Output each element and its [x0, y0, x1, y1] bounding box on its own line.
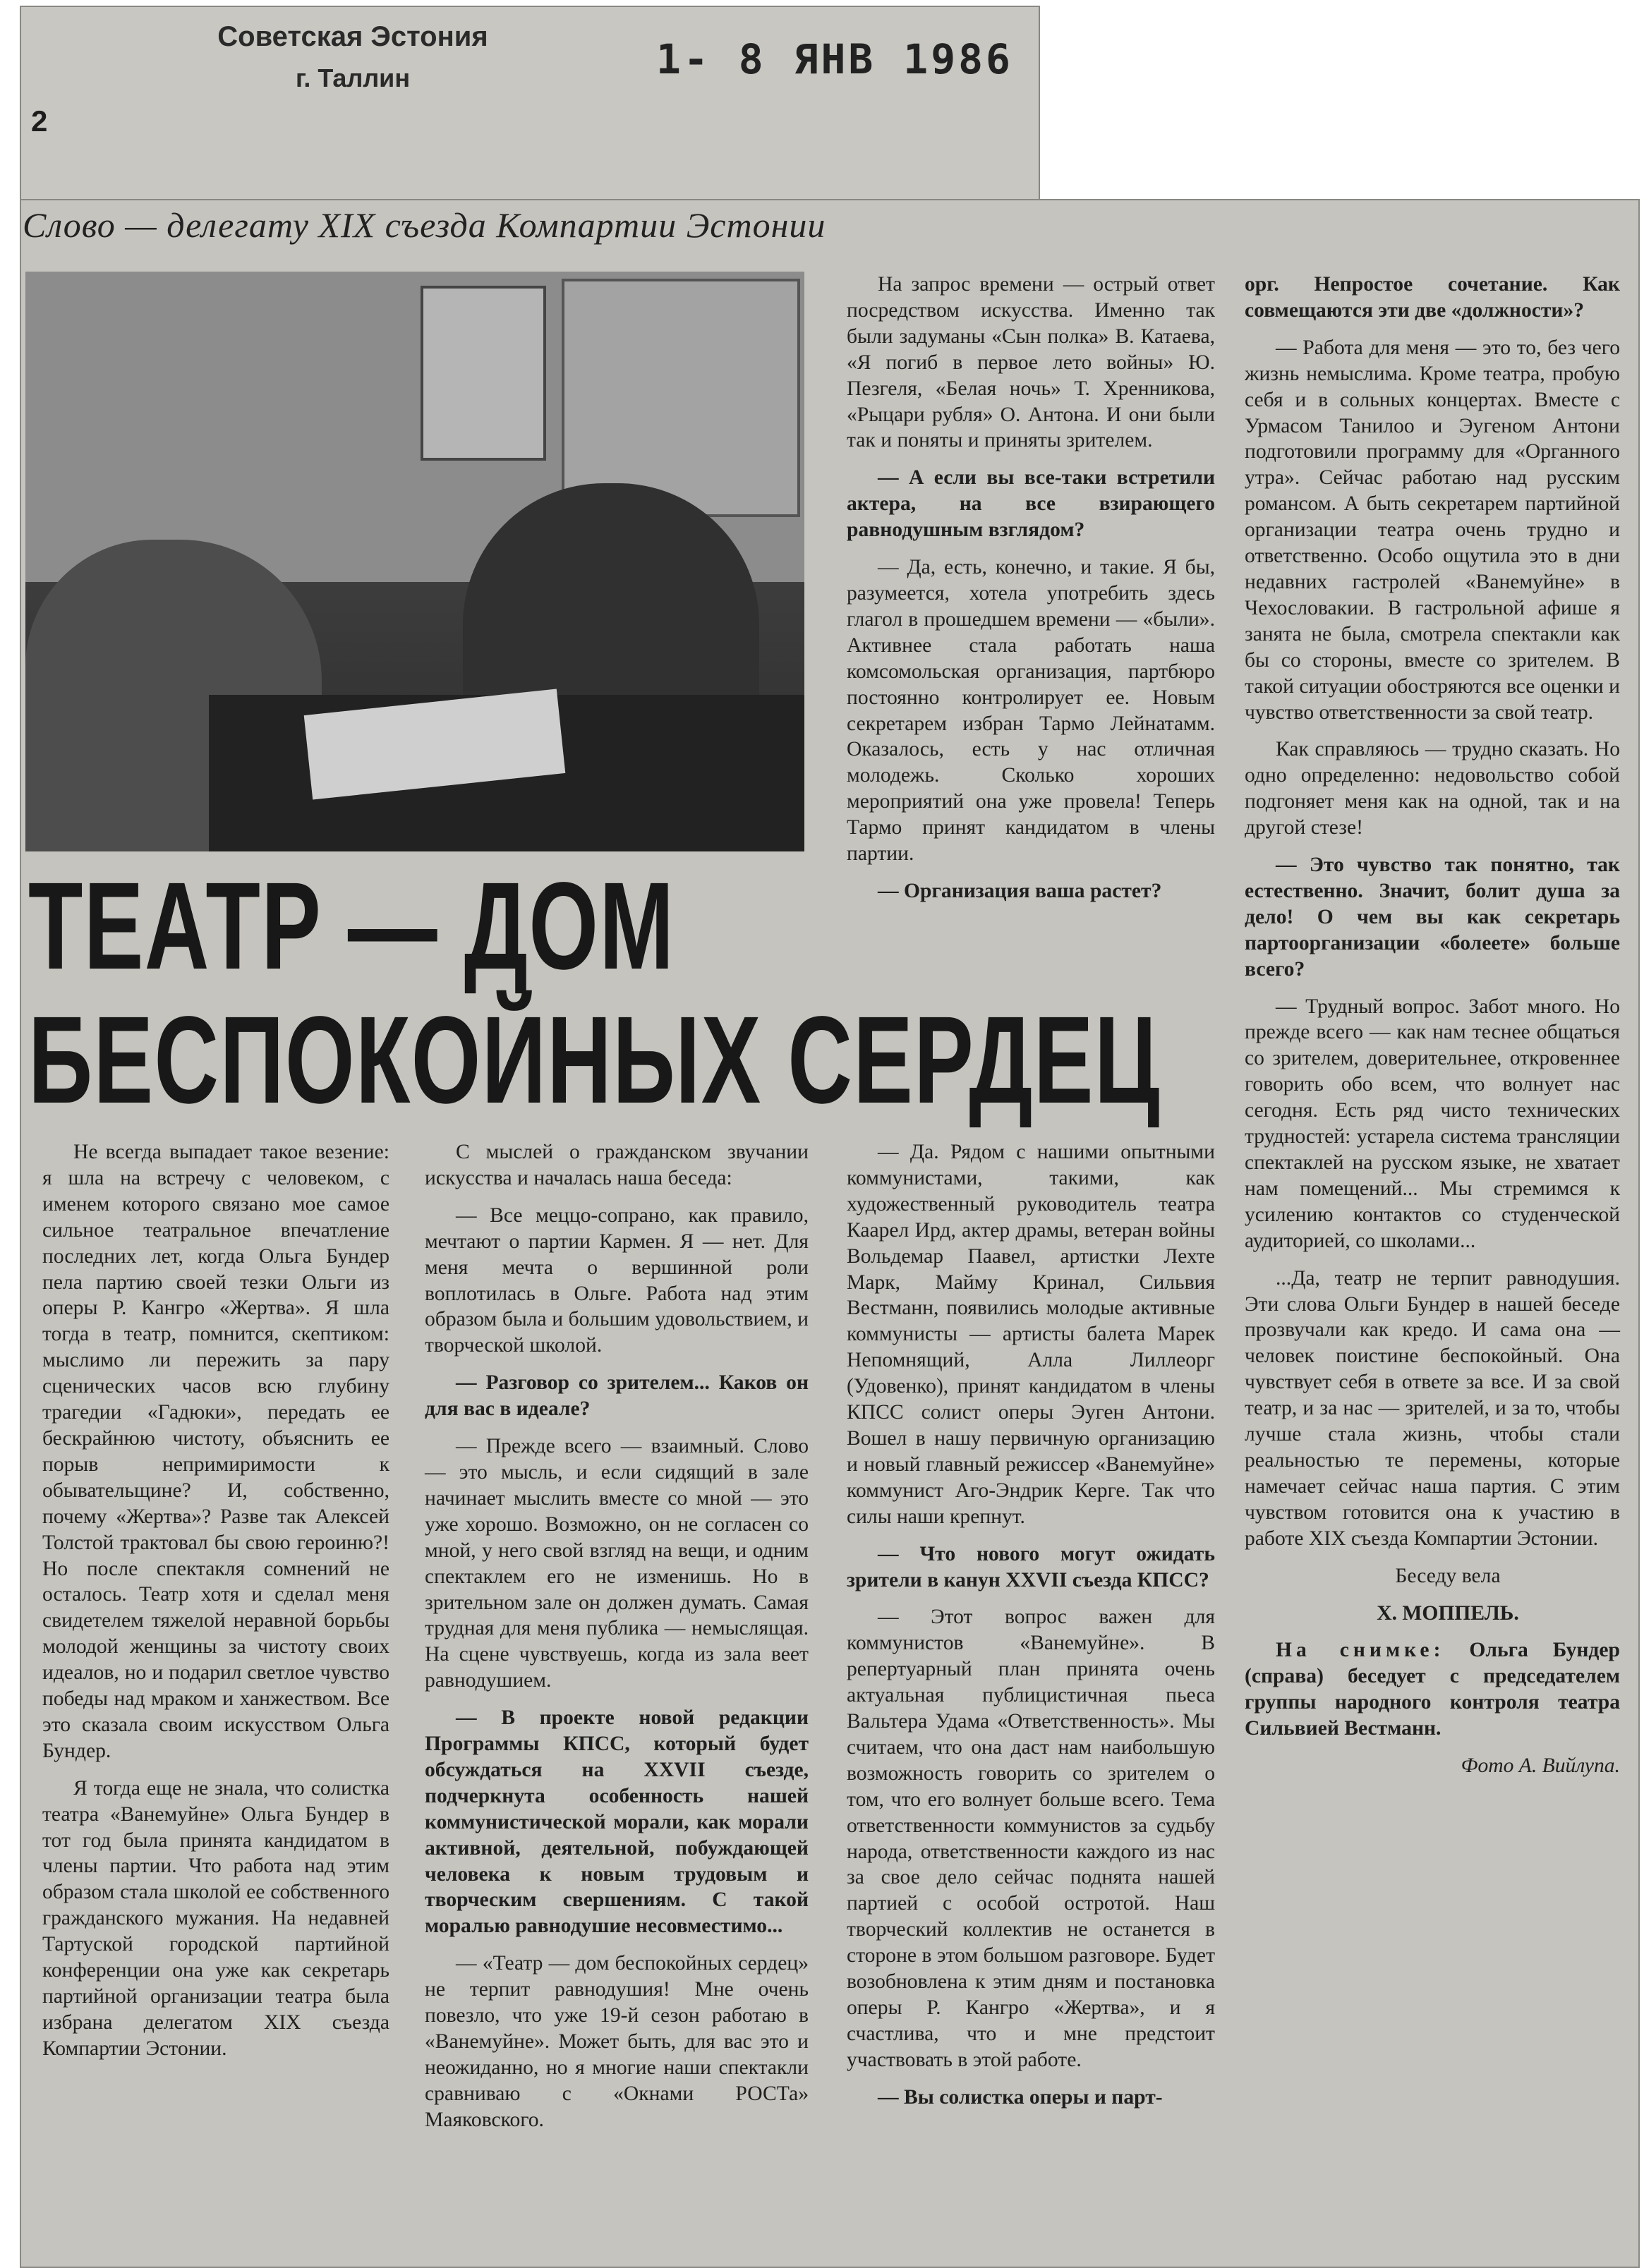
article-photo — [25, 272, 804, 851]
byline-author: Х. МОППЕЛЬ. — [1377, 1601, 1519, 1625]
photo-caption — [1245, 1637, 1620, 1742]
column-1 — [42, 1139, 389, 2073]
paragraph: Не всегда выпадает такое везение: я шла на встречу с человеком, с именем которого связано мое самое сильное театральное впечатление последних лет, когда Ольга Бундер пела партию своей тезки Ольги из оперы Р. Кангро «Жертва». Я шла тогда в театр, помнится, скептиком: мыслимо ли пережить за пару сценических часов всю глубину трагедии «Гадюки», передать ее бескрайнюю чистоту, объяснить ее порыв непримиримости к обывательщине? И, собственно, почему «Жертва»? Разве так Алексей Толстой трактовал бы свою героиню?! Но после спектакля сомнений не осталось. Театр хотя и сделал меня свидетелем тяжелой неравной борьбы молодой женщины за чистоту своих идеалов, но и подарил светлое чувство победы над мраком и ханжеством. Все это сказала своим искусством Ольга Бундер. — [42, 1141, 389, 1762]
paragraph: — Трудный вопрос. Забот много. Но прежде всего — как нам теснее общаться со зрителем, доверительнее, откровеннее говорить обо всем, что волнует нас сегодня. Есть ряд чисто технических трудностей: устарела система трансляции спектаклей на русском языке, не хватает нам помещений... Мы стремимся к усилению контактов со студенческой аудиторией, со школами... — [1245, 995, 1620, 1252]
interview-question: — Это чувство так понятно, так естественно. Значит, болит душа за дело! О чем вы как секретарь партоорганизации «болеете» больше всего? — [1245, 854, 1620, 981]
paragraph: — «Театр — дом беспокойных сердец» не терпит равнодушия! Мне очень повезло, что уже 19-й сезон работаю в «Ванемуйне». Может быть, для вас это и неожиданно, но я многие наши спектакли сравниваю с «Окнами РОСТа» Маяковского. — [425, 1952, 809, 2131]
photo-wall-portrait — [421, 286, 546, 461]
paragraph: С мыслей о гражданском звучании искусства и началась наша беседа: — [425, 1141, 809, 1189]
paragraph: Я тогда еще не знала, что солистка театра «Ванемуйне» Ольга Бундер в тот год была принята кандидатом в члены партии. Что работа над этим образом стала школой ее собственного гражданского мужания. На недавней Тартуской городской партийной конференции она уже как секретарь партийной организации театра была избрана делегатом XIX съезда Компартии Эстонии. — [42, 1776, 389, 2060]
column-4 — [1245, 272, 1620, 1790]
date-stamp: 1- 8 ЯНВ 1986 — [656, 35, 1013, 83]
paragraph: — Прежде всего — взаимный. Слово — это мысль, и если сидящий в зале начинает мыслить вместе со мной — это уже хорошо. Возможно, он не согласен со мной, у него свой взгляд на вещи, и одним спектаклем его не изменишь. Но в зрительном зале он должен думать. Самая трудная для меня публика — немыслящая. На сцене чувствуешь, когда из зала веет равнодушием. — [425, 1435, 809, 1692]
column-3-bottom — [847, 1139, 1215, 2122]
interview-question: — Вы солистка оперы и парт- — [878, 2085, 1163, 2109]
headline-line-1: ТЕАТР — ДОМ — [28, 857, 675, 995]
column-2 — [425, 1139, 809, 2145]
photo-wall-map — [562, 279, 800, 517]
byline-lead: Беседу вела — [1395, 1564, 1501, 1587]
photo-caption-text: Ольга Бундер (справа) беседует с председателем группы народного контроля театра Сильвией Вестманн. — [1245, 1639, 1620, 1740]
newspaper-city: г. Таллин — [295, 63, 411, 92]
interview-question: орг. Непростое сочетание. Как совмещаются эти две «должности»? — [1245, 273, 1620, 322]
photo-credit: Фото А. Вийлупа. — [1461, 1754, 1620, 1778]
newspaper-name: Советская Эстония — [217, 21, 488, 52]
paragraph: — Этот вопрос важен для коммунистов «Ванемуйне». В репертуарный план принята очень актуальная публицистичная пьеса Вальтера Удама «Ответственность». Мы считаем, что она даст нам наибольшую возможность говорить со зрителем о том, что его волнует больше всего. Тема ответственности коммунистов за судьбу народа, ответственности каждого из нас за свое дело сейчас поднята нашей партией с особой остротой. Наш творческий коллектив не останется в стороне в этом большом разговоре. Будет возобновлена к этим дням и постановка оперы Р. Кангро «Жертва», и я счастлива, что и мне предстоит участвовать в этой работе. — [847, 1606, 1215, 2071]
rubric: Слово — делегату XIX съезда Компартии Эстонии — [23, 205, 826, 245]
paragraph: Как справляюсь — трудно сказать. Но одно определенно: недовольство собой подгоняет меня как на одной, так и на другой стезе! — [1245, 738, 1620, 839]
photo-caption-label: На снимке: — [1276, 1639, 1445, 1662]
interview-question: — А если вы все-таки встретили актера, на все взирающего равнодушным взглядом? — [847, 466, 1215, 542]
paragraph: — Да, есть, конечно, и такие. Я бы, разумеется, хотела употребить здесь глагол в прошедшем времени — «были». Активнее стала работать наша комсомольская организация, партбюро постоянно контролирует ее. Новым секретарем избран Тармо Лейнатамм. Оказалось, есть у нас отличная молодежь. Сколько хороших мероприятий она уже провела! Теперь Тармо принят кандидатом в члены партии. — [847, 556, 1215, 866]
paragraph: — Работа для меня — это то, без чего жизнь немыслима. Кроме театра, пробую себя и в сольных концертах. Вместе с Урмасом Танилоо и Эугеном Антони подготовили программу для «Органного утра». Сейчас работаю над русским романсом. А быть секретарем партийной организации театра очень трудно и ответственно. Особо ощутила это в дни недавних гастролей «Ванемуйне» в Чехословакии. В гастрольной афише я занята не была, смотрела спектакли как бы со стороны, вместе со зрителем. В такой ситуации обостряются все оценки и чувство ответственности за свой театр. — [1245, 336, 1620, 724]
page-number: 2 — [31, 104, 48, 138]
paragraph: — Да. Рядом с нашими опытными коммунистами, такими, как художественный руководитель театра Каарел Ирд, актер драмы, ветеран войны Вольдемар Паавел, артистки Лехте Марк, Майму Кринал, Сильвия Вестманн, появились молодые активные коммунисты — артисты балета Марек Непомнящий, Алла Лиллеорг (Удовенко), принят кандидатом в члены КПСС солист оперы Эуген Антони. Вошел в нашу первичную организацию и новый главный режиссер «Ванемуйне» коммунист Аго-Эндрик Керге. Так что силы наши крепнут. — [847, 1141, 1215, 1528]
paragraph: На запрос времени — острый ответ посредством искусства. Именно так были задуманы «Сын полка» В. Катаева, «Я погиб в первое лето войны» Ю. Пезгеля, «Белая ночь» Т. Хренникова, «Рыцари рубля» О. Антона. И они были так и поняты и приняты зрителем. — [847, 273, 1215, 452]
paragraph: ...Да, театр не терпит равнодушия. Эти слова Ольги Бундер в нашей беседе прозвучали как кредо. И сама она — человек поистине беспокойный. Она чувствует себя в ответе за все. И за свой театр, и за нас — зрителей, и за то, чтобы лучше стала жизнь, чтобы стали реальностью те перемены, которые намечает сейчас наша партия. С этим чувством готовится она к участию в работе XIX съезда Компартии Эстонии. — [1245, 1266, 1620, 1550]
interview-question: — Что нового могут ожидать зрители в канун XXVII съезда КПСС? — [847, 1542, 1215, 1591]
column-3-top — [847, 272, 1215, 916]
paragraph: — Все меццо-сопрано, как правило, мечтают о партии Кармен. Я — нет. Для меня мечта о вершинной роли воплотилась в Ольге. Работа над этим образом была и большим удовольствием, и творческой школой. — [425, 1203, 809, 1357]
headline-line-2: БЕСПОКОЙНЫХ СЕРДЕЦ — [28, 991, 1161, 1129]
interview-question: — В проекте новой редакции Программы КПСС, который будет обсуждаться на XXVII съезде, подчеркнута особенность нашей коммунистической морали, как морали активной, деятельной, побуждающей человека к новым трудовым и творческим свершениям. С такой моралью равнодушие несовместимо... — [425, 1706, 809, 1938]
interview-question: — Разговор со зрителем... Каков он для вас в идеале? — [425, 1371, 809, 1421]
interview-question: — Организация ваша растет? — [878, 879, 1162, 902]
